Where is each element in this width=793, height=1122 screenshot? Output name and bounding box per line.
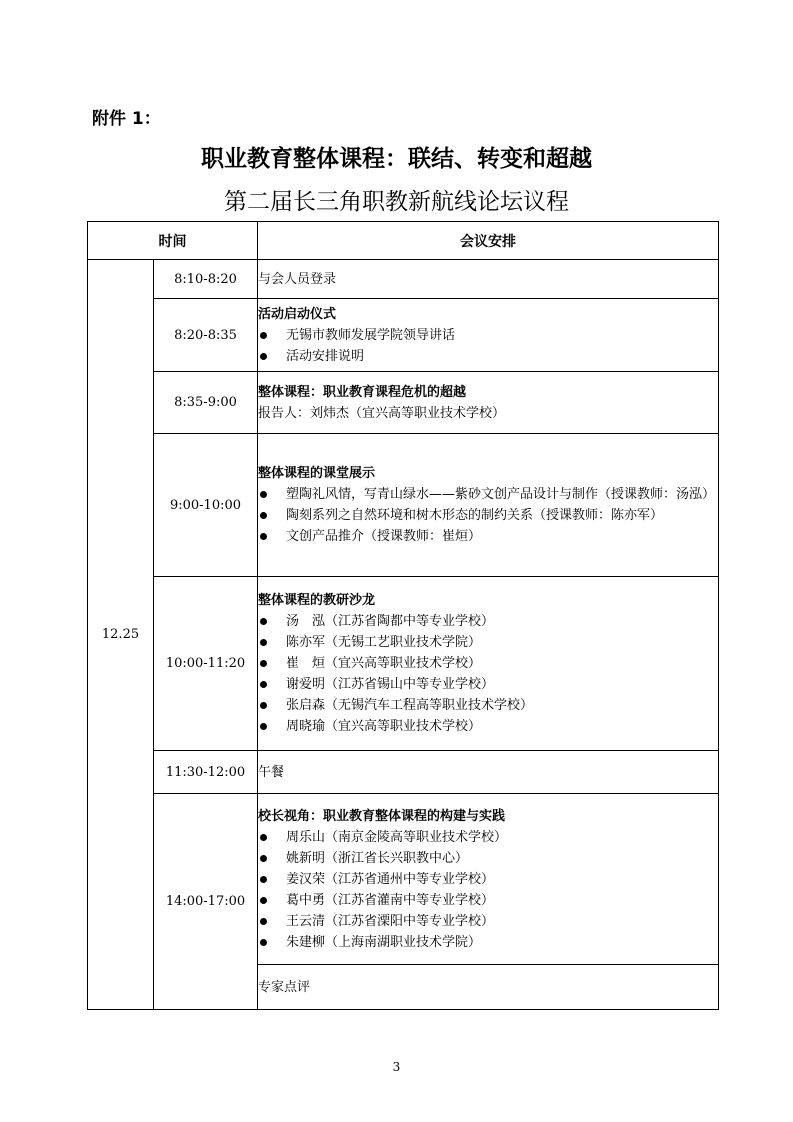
table-row [88, 434, 719, 577]
session-heading: 整体课程的课堂展示 [258, 466, 376, 481]
list-item: 周晓瑜（宜兴高等职业技术学校） [258, 716, 718, 737]
header-agenda: 会议安排 [258, 222, 719, 260]
table-row [88, 577, 719, 751]
list-item: 朱建柳（上海南湖职业技术学院） [258, 932, 718, 953]
table-row [88, 751, 719, 794]
session-heading: 活动启动仪式 [258, 306, 337, 322]
attachment-label: 附件 1： [92, 109, 161, 129]
table-row [88, 260, 719, 299]
agenda-cell [258, 577, 719, 751]
item-list [258, 484, 718, 547]
list-item: 周乐山（南京金陵高等职业技术学校） [258, 827, 718, 848]
list-item: 张启森（无锡汽车工程高等职业技术学校） [258, 695, 718, 716]
speaker-line: 报告人：刘炜杰（宜兴高等职业技术学校） [258, 405, 506, 421]
item-list [258, 325, 718, 367]
document-title: 职业教育整体课程：联结、转变和超越 [201, 146, 592, 172]
agenda-table [87, 221, 719, 1010]
time-cell: 11:30-12:00 [154, 751, 258, 794]
agenda-cell [258, 372, 719, 434]
agenda-cell [258, 434, 719, 577]
time-cell: 8:20-8:35 [154, 299, 258, 372]
table-row [88, 299, 719, 372]
agenda-cell [258, 299, 719, 372]
table-row [88, 794, 719, 965]
list-item: 姚新明（浙江省长兴职教中心） [258, 848, 718, 869]
agenda-cell [258, 794, 719, 965]
session-heading: 整体课程的教研沙龙 [258, 593, 376, 608]
list-item: 塑陶礼风情，写青山绿水——紫砂文创产品设计与制作（授课教师：汤泓） [258, 484, 718, 505]
time-cell: 10:00-11:20 [154, 577, 258, 751]
list-item: 谢爱明（江苏省锡山中等专业学校） [258, 674, 718, 695]
item-list [258, 827, 718, 953]
header-time: 时间 [88, 222, 258, 260]
time-cell: 9:00-10:00 [154, 434, 258, 577]
agenda-cell: 专家点评 [258, 965, 719, 1010]
time-cell: 8:10-8:20 [154, 260, 258, 299]
table-row [88, 372, 719, 434]
agenda-cell: 与会人员登录 [258, 260, 719, 299]
list-item: 无锡市教师发展学院领导讲话 [258, 325, 718, 346]
time-cell: 8:35-9:00 [154, 372, 258, 434]
item-list [258, 611, 718, 737]
session-heading: 校长视角：职业教育整体课程的构建与实践 [258, 808, 506, 824]
list-item: 崔 烜（宜兴高等职业技术学校） [258, 653, 718, 674]
table-header-row [88, 222, 719, 260]
list-item: 文创产品推介（授课教师：崔烜） [258, 526, 718, 547]
page-number: 3 [392, 1060, 401, 1074]
list-item: 姜汉荣（江苏省通州中等专业学校） [258, 869, 718, 890]
list-item: 王云清（江苏省溧阳中等专业学校） [258, 911, 718, 932]
list-item: 活动安排说明 [258, 346, 718, 367]
list-item: 葛中勇（江苏省灌南中等专业学校） [258, 890, 718, 911]
list-item: 汤 泓（江苏省陶都中等专业学校） [258, 611, 718, 632]
list-item: 陈亦军（无锡工艺职业技术学院） [258, 632, 718, 653]
session-heading: 整体课程：职业教育课程危机的超越 [258, 384, 467, 400]
time-cell: 14:00-17:00 [154, 794, 258, 1010]
document-subtitle: 第二届长三角职教新航线论坛议程 [224, 189, 569, 215]
date-cell: 12.25 [88, 260, 154, 1010]
agenda-cell: 午餐 [258, 751, 719, 794]
list-item: 陶刻系列之自然环境和树木形态的制约关系（授课教师：陈亦军） [258, 505, 718, 526]
